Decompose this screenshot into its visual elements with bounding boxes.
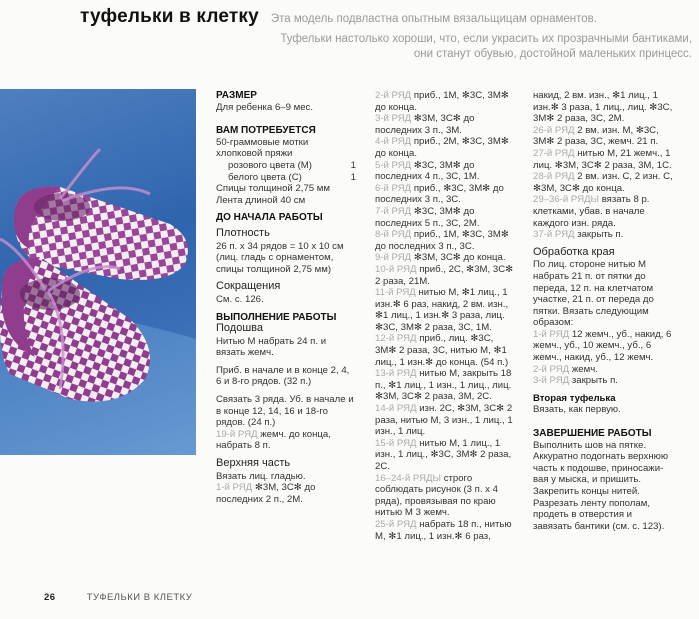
row-instruction: 15-й РЯД нитью М, 1 лиц., 1 изн., 1 лиц., ✻3С, 3М✻ 2 раза, 2С. <box>375 437 512 472</box>
size-text: Для ребенка 6–9 мес. <box>216 101 314 113</box>
row-instruction: 1-й РЯД 12 жемч., уб., накид, 6 жемч., уб., 10 жемч., уб., 6 жемч., накид, уб., 12 жемч. <box>533 328 672 364</box>
row-instruction: 9-й РЯД ✻3М, 3С✻ до конца. <box>375 252 506 264</box>
baby-shoes-photo <box>0 89 196 455</box>
section-heading-materials: ВАМ ПОТРЕБУЕТСЯ <box>216 125 316 137</box>
row-instruction: 13-й РЯД нитью М, закрыть 18 п., ✻1 лиц., 1 изн., 1 лиц., лиц. ✻3М, 3С✻ 2 раза, 3М, 2С. <box>375 368 512 403</box>
row-instruction: 2-й РЯД жемч. <box>533 363 598 375</box>
density-text: 26 п. x 34 рядов = 10 x 10 см (лиц. гладь с орнаментом, спицы толщиной 2,75 мм) <box>216 240 344 275</box>
row-instruction: 5-й РЯД ✻3С, 3М✻ до последних 4 п., 3С, 1М. <box>375 159 480 183</box>
row-instruction: 16–24-й РЯДЫ строго соблюдать рисунок (3 п. x 4 ряда), провязывая по краю нитью М 3 жемч. <box>375 472 498 519</box>
edging-text: По лиц. стороне нитью М набрать 21 п. от пятки до переда, 12 п. на клетчатом участке, 21 п. от переда до пятки. Вязать следующим образом: <box>533 259 654 329</box>
subheading-abbreviations: Сокращения <box>216 280 281 293</box>
row-instruction: 3-й РЯД закрыть п. <box>533 375 618 387</box>
upper-text: Вязать лиц. гладью. <box>216 470 306 482</box>
materials-line: Лента длиной 40 см <box>216 194 306 206</box>
intro-text-line-1: Эта модель подвластна опытным вязальщицам орнаментов. <box>270 13 597 25</box>
section-heading-size: РАЗМЕР <box>216 90 257 101</box>
page-number: 26 <box>44 592 56 603</box>
row-instruction: 8-й РЯД приб., 1М, ✻3С, 3М✻ до последних 3 п., 3С. <box>375 229 509 252</box>
subheading-density: Плотность <box>216 226 270 239</box>
column-3 <box>533 90 673 532</box>
row-instruction: 29–36-й РЯДЫ вязать 8 р. клетками, убав. в начале каждого изн. ряда. <box>533 194 650 229</box>
materials-line: 50-граммовые мотки <box>216 136 309 148</box>
row-instruction: 2-й РЯД приб., 1М, ✻3С, 3М✻ до конца. <box>375 90 509 113</box>
sole-text: Нитью М набрать 24 п. и вязать жемч. <box>216 335 327 359</box>
finishing-text: Выполнить шов на пятке. Аккуратно подогнать верхнюю часть к подошве, приносажи-вая у мыска, и пришить. Закрепить концы нитей. Разрезать ленту пополам, продеть в отверстия и завязать бантики (см. с. 123). <box>533 439 669 532</box>
row-instruction: 10-й РЯД приб., 2С, ✻3М, 3С✻ 2 раза, 21М. <box>375 263 514 287</box>
section-heading-finishing: ЗАВЕРШЕНИЕ РАБОТЫ <box>533 428 652 440</box>
materials-white-yarn: белого цвета (С) 1 <box>228 171 356 183</box>
row-instruction: 6-й РЯД приб., ✻3С, 3М✻ до последних 3 п., 3С. <box>375 182 504 206</box>
running-title: ТУФЕЛЬКИ В КЛЕТКУ <box>86 592 193 603</box>
row-instruction: 7-й РЯД ✻3С, 3М✻ до последних 5 п., 3С, 2М. <box>375 205 480 229</box>
subheading-sole: Подошва <box>216 322 263 335</box>
section-heading-work: ВЫПОЛНЕНИЕ РАБОТЫ <box>216 311 337 323</box>
row-instruction: 11-й РЯД нитью М, ✻1 лиц., 1 изн.✻ 6 раз, накид, 2 вм. изн., ✻1 лиц., 1 изн.✻ 3 раза, лиц. ✻3С, 3М✻ 2 раза, 3С, 1М. <box>375 287 509 333</box>
subheading-edging: Обработка края <box>533 245 615 258</box>
materials-line: хлопковой пряжи <box>216 148 293 160</box>
row-instruction: 4-й РЯД приб., 2М, ✻3С, 3М✻ до конца. <box>375 136 509 159</box>
intro-text-rest <box>80 32 692 62</box>
second-shoe-text: Вязать, как первую. <box>533 404 621 416</box>
section-heading-before-start: ДО НАЧАЛА РАБОТЫ <box>216 212 323 224</box>
row-instruction: 25-й РЯД набрать 18 п., нитью М, ✻1 лиц., 1 изн.✻ 6 раз, <box>375 518 512 542</box>
column-1 <box>216 90 356 505</box>
row-instruction: 37-й РЯД закрыть п. <box>533 229 624 241</box>
row-instruction: 1-й РЯД ✻3М, 3С✻ до последних 2 п., 2М. <box>216 482 316 505</box>
sole-text: Приб. в начале и в конце 2, 4, 6 и 8-го рядов. (32 п.) <box>216 364 350 388</box>
intro-text-line-3: они станут обувью, достойной маленьких принцесс. <box>413 48 692 60</box>
sole-text: Связать 3 ряда. Уб. в начале и в конце 12, 14, 16 и 18-го рядов. (24 п.) <box>216 394 354 429</box>
row-instruction: 3-й РЯД ✻3М, 3С✻ до последних 3 п., 3М. <box>375 113 475 136</box>
row-instruction: 12-й РЯД приб., лиц. ✻3С, 3М✻ 2 раза, 3С, нитью М, ✻1 лиц., 1 изн.✻ до конца. (54 п.) <box>375 333 509 368</box>
row-instruction-continued: накид, 2 вм. изн., ✻1 лиц., 1 изн.✻ 3 раза, 1 лиц., лиц. ✻3С, 3М✻ 2 раза, 3С, 2М. <box>533 90 673 125</box>
row-instruction: 27-й РЯД нитью М, 21 жемч., 1 лиц. ✻3М, 3С✻ 2 раза, 3М, 1С. <box>533 147 672 171</box>
subheading-second-shoe: Вторая туфелька <box>533 392 616 404</box>
row-instruction: 28-й РЯД 2 вм. изн. С, 2 изн. С, ✻3М, 3С✻ до конца. <box>533 171 673 194</box>
materials-pink-yarn: розового цвета (М) 1 <box>228 159 356 171</box>
page-header <box>80 6 692 62</box>
row-instruction: 14-й РЯД изн. 2С, ✻3М, 3С✻ 2 раза, нитью М, 3 изн., 1 лиц., 1 изн., 1 лиц. <box>375 403 513 438</box>
row-instruction: 26-й РЯД 2 вм. изн. М, ✻3С, 3М✻ 2 раза, 3С, жемч. 21 п. <box>533 124 659 148</box>
row-instruction: 19-й РЯД жемч. до конца, набрать 8 п. <box>216 428 331 452</box>
column-2 <box>375 90 515 542</box>
materials-line: Спицы толщиной 2,75 мм <box>216 183 330 195</box>
baby-shoes-illustration <box>0 89 196 455</box>
intro-text-line-2: Туфельки настолько хороши, что, если украсить их прозрачными бантиками, <box>280 33 692 45</box>
abbreviations-text: См. с. 126. <box>216 293 264 305</box>
page-title: туфельки в клетку <box>80 6 259 27</box>
subheading-upper: Верхняя часть <box>216 457 291 470</box>
page-footer <box>44 592 192 603</box>
